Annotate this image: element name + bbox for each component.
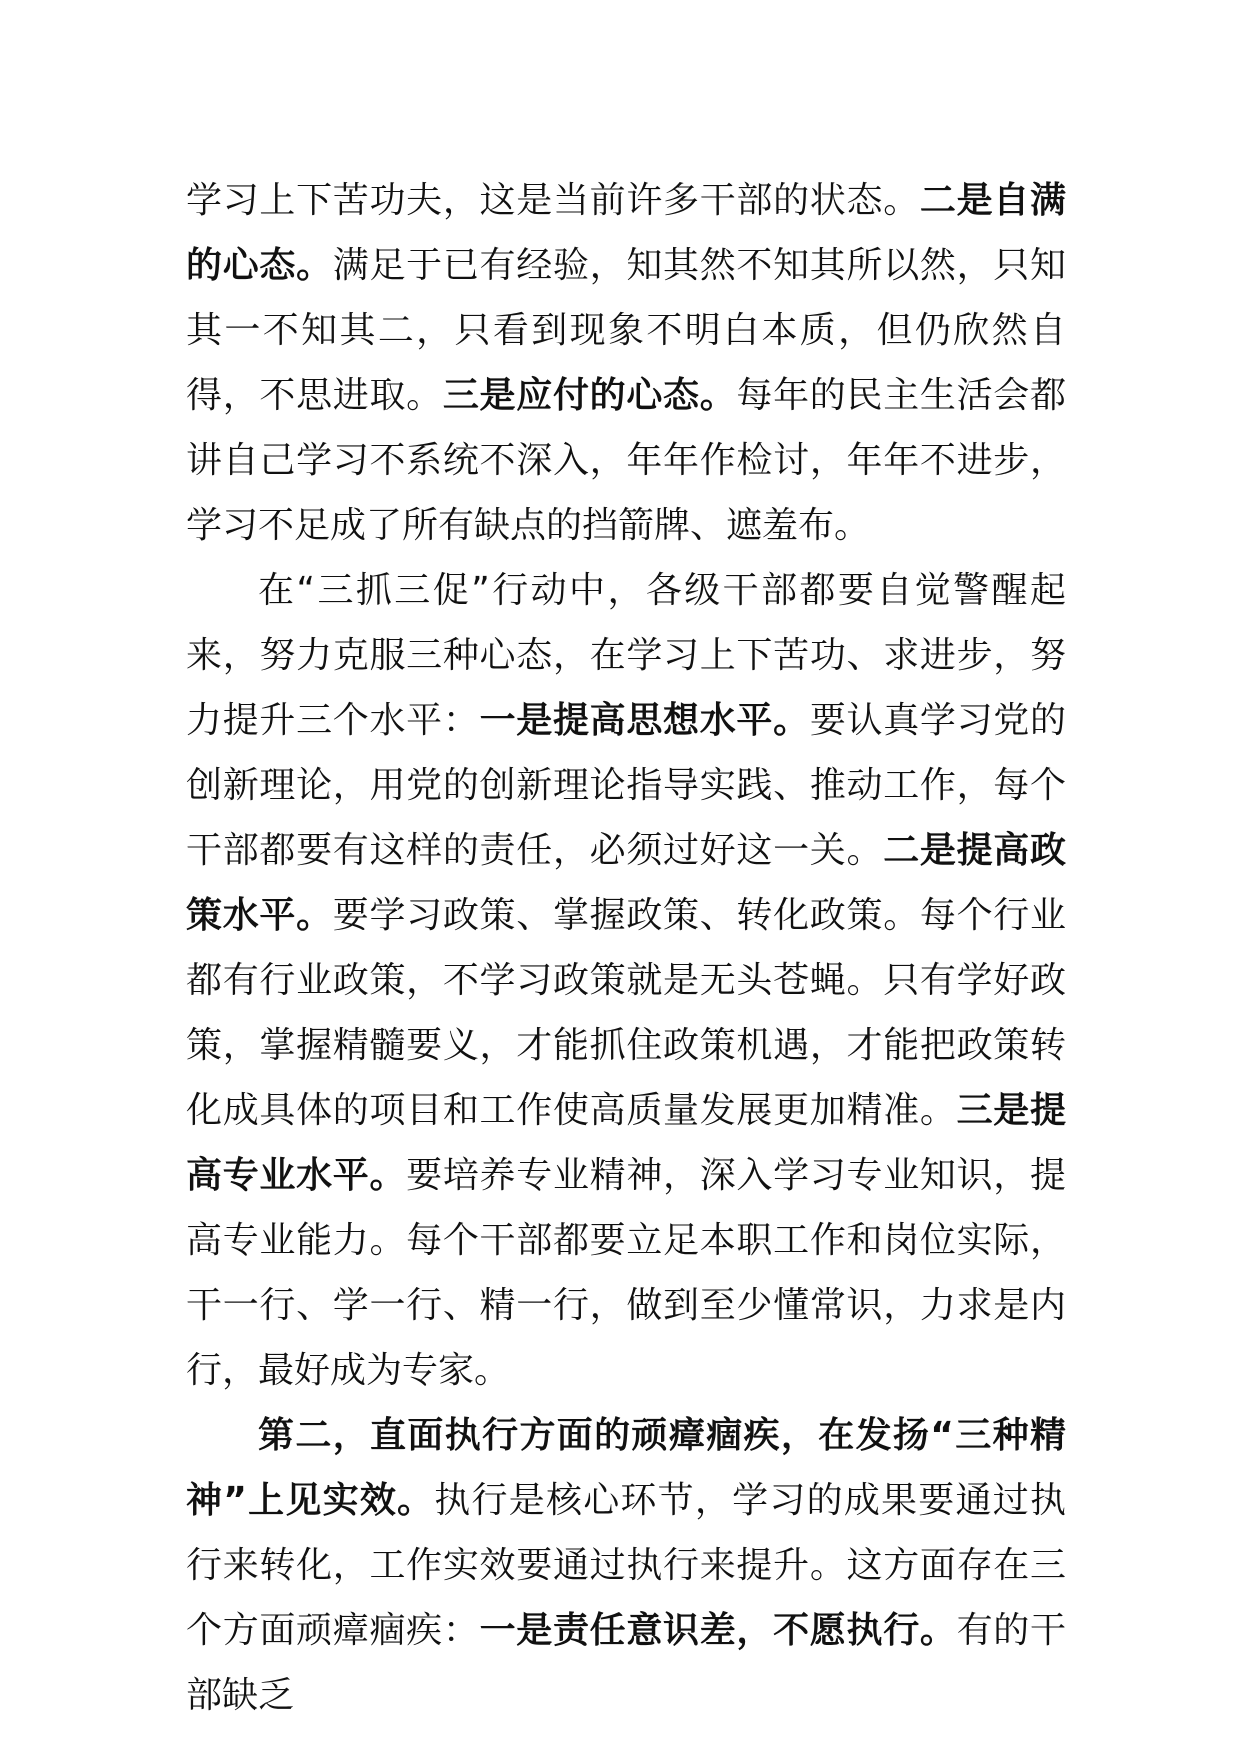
bold-heading-run: 二是自满的心态。 [186, 180, 1066, 286]
text-run: 要认真学习党的创新理论，用党的创新理论指导实践、推动工作，每个干部都要有这样的责任，必须过好这一关。 [186, 700, 1066, 871]
text-run: 满足于已有经验，知其然不知其所以然，只知其一不知其二，只看到现象不明白本质，但仍欣然自得，不思进取。 [186, 245, 1066, 416]
bold-heading-run: 三是提高专业水平。 [186, 1090, 1066, 1196]
text-run: 每年的民主生活会都讲自己学习不系统不深入，年年作检讨，年年不进步，学习不足成了所有缺点的挡箭牌、遮羞布。 [186, 375, 1066, 546]
text-run: 学习上下苦功夫，这是当前许多干部的状态。 [186, 180, 920, 221]
text-run: 要培养专业精神，深入学习专业知识，提高专业能力。每个干部都要立足本职工作和岗位实际，干一行、学一行、精一行，做到至少懂常识，力求是内行，最好成为专家。 [186, 1155, 1066, 1391]
text-run: 要学习政策、掌握政策、转化政策。每个行业都有行业政策，不学习政策就是无头苍蝇。只有学好政策，掌握精髓要义，才能抓住政策机遇，才能把政策转化成具体的项目和工作使高质量发展更加精准。 [186, 895, 1066, 1131]
text-run: 在“三抓三促”行动中，各级干部都要自觉警醒起来，努力克服三种心态，在学习上下苦功、求进步，努力提升三个水平： [186, 570, 1066, 741]
document-page [186, 168, 1066, 1728]
paragraph-3 [186, 1403, 1066, 1728]
bold-heading-run: 一是提高思想水平。 [479, 700, 810, 741]
bold-heading-run: 一是责任意识差，不愿执行。 [479, 1610, 957, 1651]
text-run: 执行是核心环节，学习的成果要通过执行来转化，工作实效要通过执行来提升。这方面存在三个方面顽瘴痼疾： [186, 1480, 1066, 1651]
paragraph-1 [186, 168, 1066, 558]
bold-heading-run: 三是应付的心态。 [442, 375, 737, 416]
paragraph-2 [186, 558, 1066, 1403]
bold-heading-run: 第二，直面执行方面的顽瘴痼疾，在发扬“三种精神”上见实效。 [186, 1415, 1066, 1521]
bold-heading-run: 二是提高政策水平。 [186, 830, 1066, 936]
text-run: 有的干部缺乏 [186, 1610, 1066, 1716]
